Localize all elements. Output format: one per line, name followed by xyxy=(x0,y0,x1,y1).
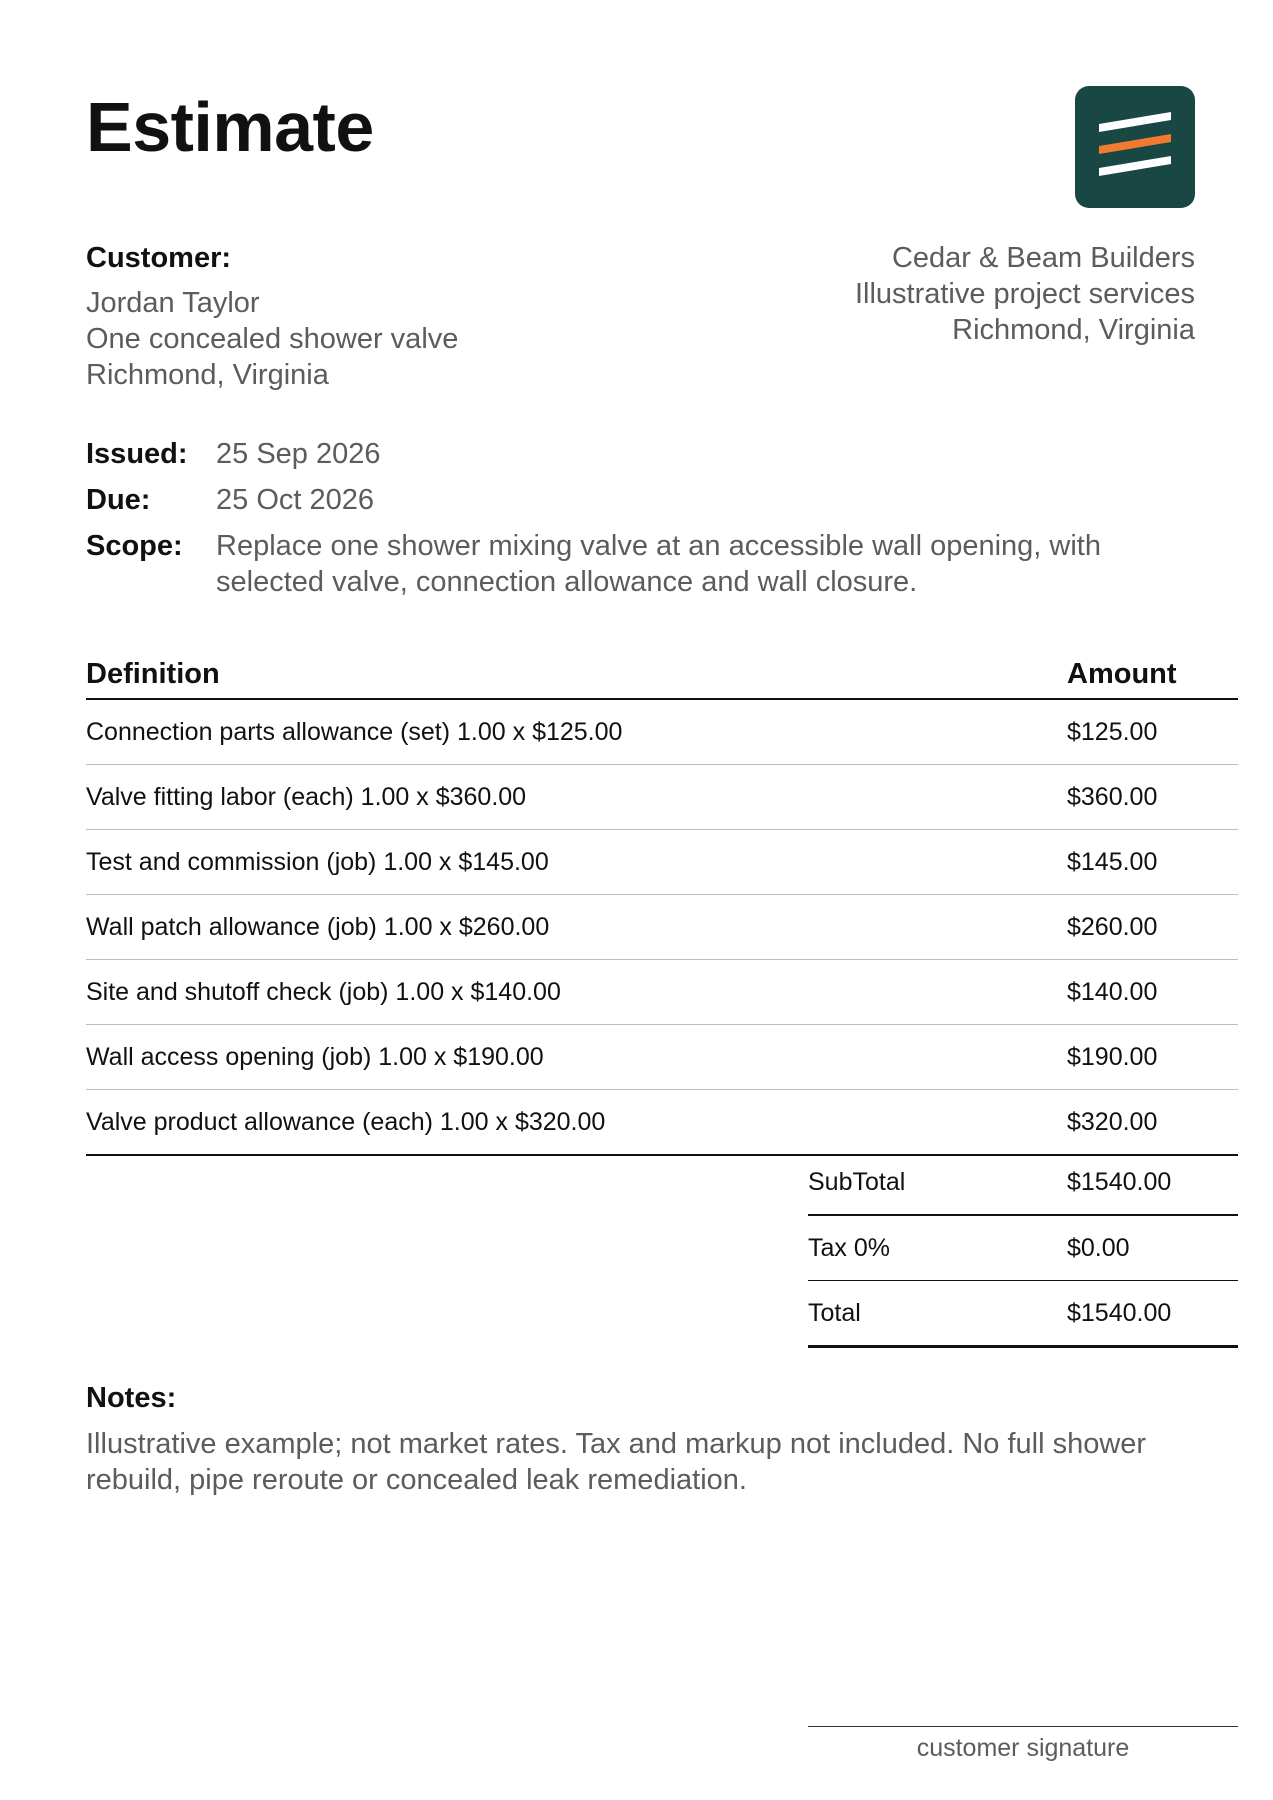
company-block xyxy=(855,240,1195,348)
issued-date: 25 Sep 2026 xyxy=(216,438,381,470)
table-row xyxy=(86,765,1238,830)
table-row xyxy=(86,895,1238,960)
tax-value: $0.00 xyxy=(1067,1233,1130,1262)
scope-label: Scope: xyxy=(86,530,183,562)
customer-name: Jordan Taylor xyxy=(86,287,260,319)
customer-label: Customer: xyxy=(86,242,232,274)
tax-row xyxy=(808,1216,1238,1281)
scope-text: Replace one shower mixing valve at an accessible wall opening, with selected valve, connection allowance and wall closure. xyxy=(216,530,1101,598)
total-value: $1540.00 xyxy=(1067,1298,1172,1327)
signature-line xyxy=(808,1726,1238,1727)
totals-block xyxy=(808,1150,1238,1348)
company-logo xyxy=(1075,86,1195,208)
item-amount: $145.00 xyxy=(1067,847,1158,876)
scope-row xyxy=(86,528,1186,600)
company-location: Richmond, Virginia xyxy=(952,314,1195,346)
issued-label: Issued: xyxy=(86,438,188,470)
item-definition: Valve product allowance (each) 1.00 x $320.00 xyxy=(86,1107,606,1136)
total-label: Total xyxy=(808,1298,861,1327)
due-label: Due: xyxy=(86,484,151,516)
line-items-table xyxy=(86,656,1238,1156)
item-definition: Connection parts allowance (set) 1.00 x $125.00 xyxy=(86,717,623,746)
page-title: Estimate xyxy=(86,88,374,166)
item-amount: $260.00 xyxy=(1067,912,1158,941)
definition-header: Definition xyxy=(86,658,220,690)
estimate-meta xyxy=(86,436,1186,610)
issued-row xyxy=(86,436,1186,472)
item-amount: $190.00 xyxy=(1067,1042,1158,1071)
item-definition: Wall access opening (job) 1.00 x $190.00 xyxy=(86,1042,544,1071)
item-amount: $360.00 xyxy=(1067,782,1158,811)
table-row xyxy=(86,700,1238,765)
customer-block xyxy=(86,240,458,393)
company-tagline: Illustrative project services xyxy=(854,278,1195,310)
table-row xyxy=(86,1025,1238,1090)
item-amount: $125.00 xyxy=(1067,717,1158,746)
total-row xyxy=(808,1281,1238,1348)
due-date: 25 Oct 2026 xyxy=(216,484,374,516)
subtotal-row xyxy=(808,1150,1238,1216)
notes-block xyxy=(86,1380,1246,1498)
item-definition: Site and shutoff check (job) 1.00 x $140.00 xyxy=(86,977,561,1006)
company-name: Cedar & Beam Builders xyxy=(891,242,1195,274)
item-amount: $320.00 xyxy=(1067,1107,1158,1136)
table-row xyxy=(86,830,1238,895)
item-definition: Test and commission (job) 1.00 x $145.00 xyxy=(86,847,549,876)
subtotal-label: SubTotal xyxy=(808,1167,906,1196)
customer-location: Richmond, Virginia xyxy=(86,359,329,391)
signature-label: customer signature xyxy=(916,1734,1130,1762)
item-definition: Valve fitting labor (each) 1.00 x $360.00 xyxy=(86,782,527,811)
amount-header: Amount xyxy=(1067,658,1177,690)
customer-project: One concealed shower valve xyxy=(86,323,459,355)
due-row xyxy=(86,482,1186,518)
table-header xyxy=(86,656,1238,700)
notes-text: Illustrative example; not market rates. Tax and markup not included. No full shower rebuild, pipe reroute or concealed leak remediation. xyxy=(86,1428,1147,1496)
table-row xyxy=(86,960,1238,1025)
table-row xyxy=(86,1090,1238,1156)
item-definition: Wall patch allowance (job) 1.00 x $260.00 xyxy=(86,912,550,941)
item-amount: $140.00 xyxy=(1067,977,1158,1006)
stacked-layers-icon xyxy=(1075,86,1195,208)
notes-label: Notes: xyxy=(86,1382,177,1414)
tax-label: Tax 0% xyxy=(808,1233,890,1262)
subtotal-value: $1540.00 xyxy=(1067,1167,1172,1196)
